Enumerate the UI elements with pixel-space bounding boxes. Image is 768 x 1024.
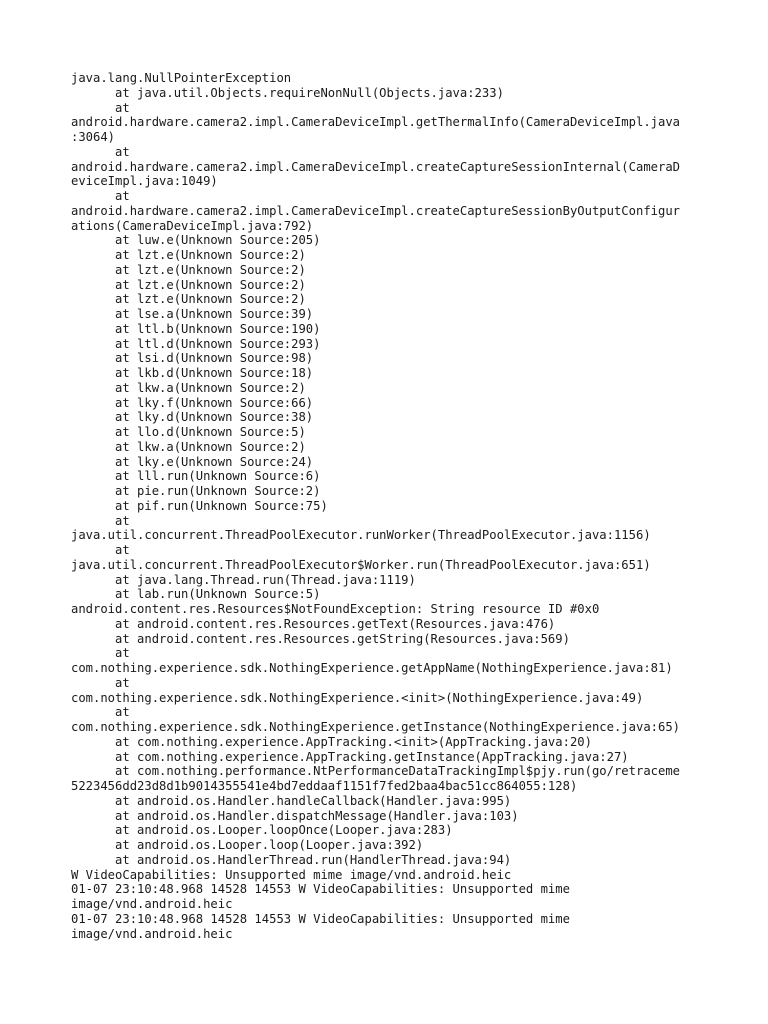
log-line: at lkb.d(Unknown Source:18) <box>71 366 314 380</box>
log-line: android.hardware.camera2.impl.CameraDeviceImpl.createCaptureSessionByOutputConfigur <box>71 203 681 218</box>
log-line: com.nothing.experience.sdk.NothingExperience.getAppName(NothingExperience.java:81) <box>71 661 673 675</box>
log-line: at android.content.res.Resources.getString(Resources.java:569) <box>71 631 570 646</box>
stack-trace-log <box>71 71 701 941</box>
log-line: com.nothing.experience.sdk.NothingExperience.getInstance(NothingExperience.java:65) <box>71 720 681 734</box>
log-line: image/vnd.android.heic <box>71 926 233 941</box>
log-line: at android.os.Looper.loop(Looper.java:392) <box>71 838 424 852</box>
log-line: at java.util.Objects.requireNonNull(Objects.java:233) <box>71 85 504 100</box>
log-line: at lse.a(Unknown Source:39) <box>71 307 314 321</box>
log-line: at android.content.res.Resources.getText(Resources.java:476) <box>71 616 556 631</box>
log-line: at lky.f(Unknown Source:66) <box>71 395 314 410</box>
log-line: at pie.run(Unknown Source:2) <box>71 484 321 498</box>
log-line: com.nothing.experience.sdk.NothingExperience.<init>(NothingExperience.java:49) <box>71 690 644 705</box>
log-line: at android.os.Handler.dispatchMessage(Handler.java:103) <box>71 808 519 823</box>
log-line: java.util.concurrent.ThreadPoolExecutor$Worker.run(ThreadPoolExecutor.java:651) <box>71 557 651 572</box>
log-line: at lsi.d(Unknown Source:98) <box>71 351 314 366</box>
log-line: image/vnd.android.heic <box>71 897 233 911</box>
log-line: at <box>71 646 130 661</box>
log-line: at <box>71 513 130 528</box>
log-line: at lky.d(Unknown Source:38) <box>71 410 314 425</box>
log-line: at lab.run(Unknown Source:5) <box>71 587 321 602</box>
log-line: at com.nothing.performance.NtPerformanceDataTrackingImpl$pjy.run(go/retraceme <box>71 764 681 779</box>
log-line: at <box>71 675 130 690</box>
log-line: at lkw.a(Unknown Source:2) <box>71 439 306 454</box>
log-line: at luw.e(Unknown Source:205) <box>71 233 321 248</box>
log-line: at lzt.e(Unknown Source:2) <box>71 277 306 292</box>
log-line: at android.os.Looper.loopOnce(Looper.java:283) <box>71 823 453 838</box>
log-line: at com.nothing.experience.AppTracking.<init>(AppTracking.java:20) <box>71 734 592 749</box>
log-line: eviceImpl.java:1049) <box>71 174 218 189</box>
log-line: at lll.run(Unknown Source:6) <box>71 469 321 484</box>
log-line: at lkw.a(Unknown Source:2) <box>71 380 306 395</box>
log-line: at lzt.e(Unknown Source:2) <box>71 292 306 307</box>
log-line: java.util.concurrent.ThreadPoolExecutor.runWorker(ThreadPoolExecutor.java:1156) <box>71 528 651 543</box>
log-line: ations(CameraDeviceImpl.java:792) <box>71 218 314 233</box>
log-line: at pif.run(Unknown Source:75) <box>71 498 328 513</box>
log-line: at <box>71 543 130 557</box>
log-line: W VideoCapabilities: Unsupported mime image/vnd.android.heic <box>71 867 512 882</box>
log-line: at lky.e(Unknown Source:24) <box>71 454 314 469</box>
log-line: at <box>71 100 130 115</box>
log-line: at lzt.e(Unknown Source:2) <box>71 262 306 277</box>
log-line: android.hardware.camera2.impl.CameraDeviceImpl.getThermalInfo(CameraDeviceImpl.java <box>71 115 681 130</box>
log-line: at java.lang.Thread.run(Thread.java:1119) <box>71 572 416 587</box>
log-line: at android.os.Handler.handleCallback(Handler.java:995) <box>71 793 512 808</box>
log-line: android.content.res.Resources$NotFoundException: String resource ID #0x0 <box>71 602 600 616</box>
log-line: android.hardware.camera2.impl.CameraDeviceImpl.createCaptureSessionInternal(CameraD <box>71 159 681 174</box>
log-line: at android.os.HandlerThread.run(HandlerThread.java:94) <box>71 852 512 867</box>
log-line: at lzt.e(Unknown Source:2) <box>71 248 306 262</box>
log-line: 01-07 23:10:48.968 14528 14553 W VideoCapabilities: Unsupported mime <box>71 911 570 926</box>
log-line: at <box>71 189 130 203</box>
log-line: at <box>71 144 130 159</box>
log-line: :3064) <box>71 130 116 144</box>
log-line: 01-07 23:10:48.968 14528 14553 W VideoCapabilities: Unsupported mime <box>71 882 570 897</box>
log-line: at llo.d(Unknown Source:5) <box>71 425 306 439</box>
log-line: java.lang.NullPointerException <box>71 71 292 85</box>
log-line: at ltl.d(Unknown Source:293) <box>71 336 321 351</box>
log-line: at <box>71 705 130 720</box>
log-line: at com.nothing.experience.AppTracking.getInstance(AppTracking.java:27) <box>71 749 629 764</box>
log-line: at ltl.b(Unknown Source:190) <box>71 321 321 336</box>
log-line: 5223456dd23d8d1b9014355541e4bd7eddaaf1151f7fed2baa4bac51cc864055:128) <box>71 779 578 793</box>
